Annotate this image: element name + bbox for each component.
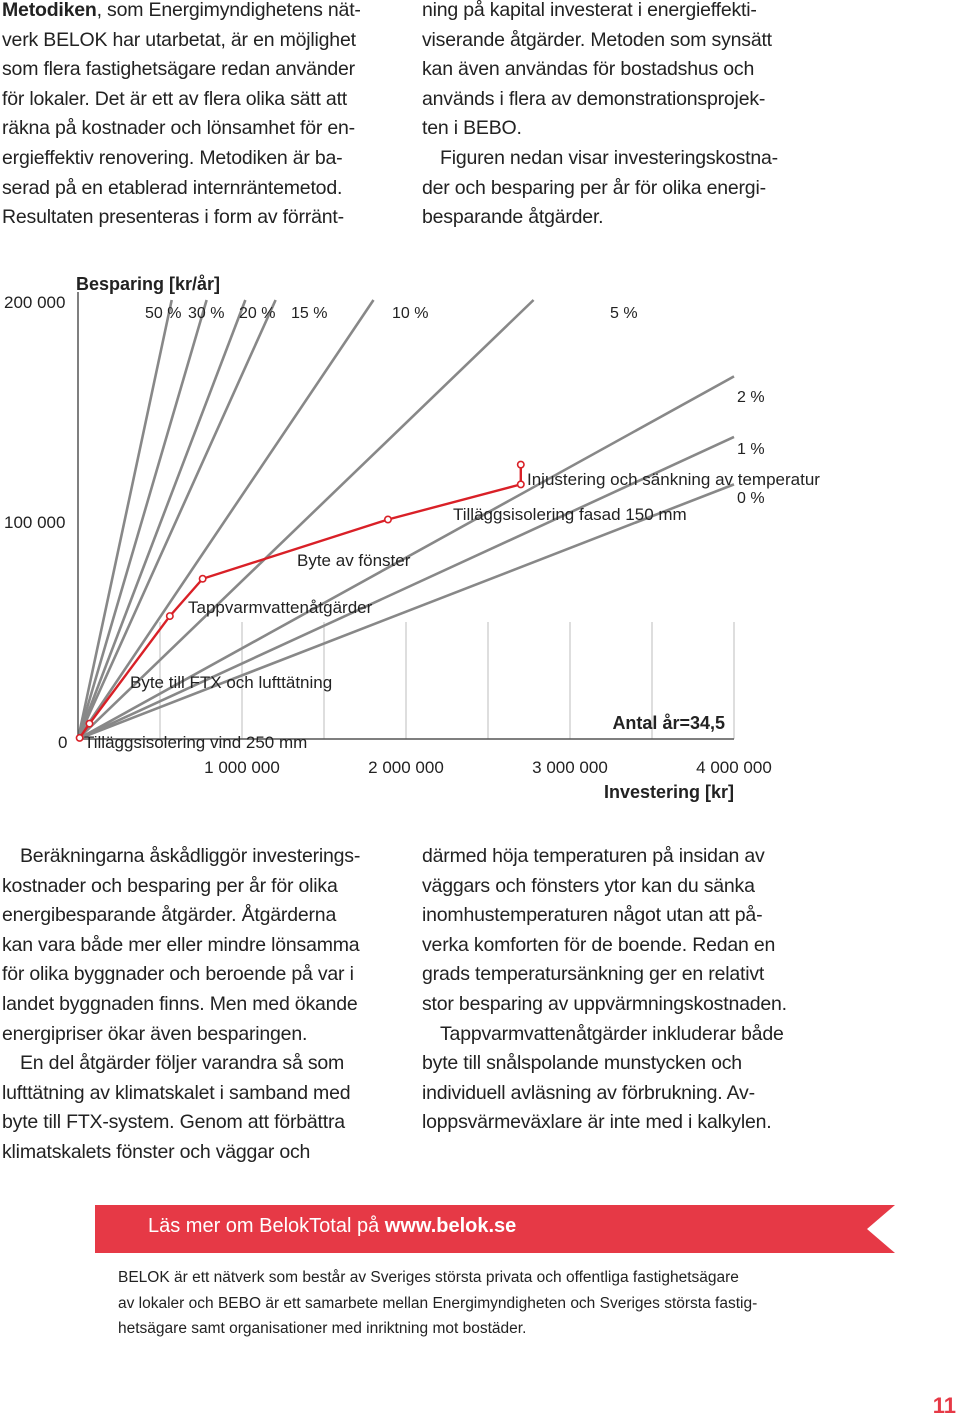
read-more-text: [148, 1215, 516, 1238]
measure-point: [199, 576, 205, 582]
measure-point: [385, 516, 391, 522]
body-line: individuell avläsning av förbrukning. Av-: [422, 1081, 755, 1104]
body-line: lufttätning av klimatskalet i samband med: [2, 1081, 351, 1104]
intro-line: används i flera av demonstrationsprojek-: [422, 87, 766, 110]
measure-label: Byte av fönster: [297, 551, 411, 570]
x-tick-label: 3 000 000: [532, 758, 608, 777]
rate-line-label: 20 %: [239, 305, 276, 322]
intro-line: Resultaten presenteras i form av förränt-: [2, 206, 344, 229]
rate-line-label: 30 %: [188, 305, 225, 322]
body-line: stor besparing av uppvärmningskostnaden.: [422, 992, 787, 1015]
measure-label: Byte till FTX och lufttätning: [130, 673, 333, 692]
intro-line: der och besparing per år för olika energi-: [422, 176, 766, 199]
lead-word: Metodiken: [2, 0, 97, 21]
body-line: En del åtgärder följer varandra så som: [20, 1052, 345, 1075]
x-tick-label: 2 000 000: [368, 758, 444, 777]
rate-line-label: 15 %: [291, 305, 328, 322]
rate-line-label: 0 %: [737, 490, 765, 507]
body-line: kan vara både mer eller mindre lönsamma: [2, 933, 360, 956]
rate-line-label: 1 %: [737, 441, 765, 458]
measure-point: [518, 481, 524, 487]
intro-line: ten i BEBO.: [422, 117, 522, 140]
measure-label: Injustering och sänkning av temperatur: [527, 470, 820, 489]
body-line: grads temperatursänkning ger en relativt: [422, 963, 765, 986]
measure-point: [76, 735, 82, 741]
intro-line: som flera fastighetsägare redan använder: [2, 58, 355, 81]
rate-line-label: 10 %: [392, 305, 429, 322]
body-line: energipriser ökar även besparingen.: [2, 1022, 308, 1045]
body-line: Beräkningarna åskådliggör investerings-: [20, 845, 361, 867]
y-tick-label: 0: [58, 733, 68, 752]
x-tick-label: 1 000 000: [204, 758, 280, 777]
body-line: byte till FTX-system. Genom att förbättra: [2, 1111, 345, 1134]
belok-link[interactable]: www.belok.se: [384, 1215, 517, 1237]
body-line: Tappvarmvattenåtgärder inkluderar både: [440, 1022, 784, 1045]
body-line: byte till snålspolande munstycken och: [422, 1052, 742, 1075]
intro-line: kan även användas för bostadshus och: [422, 58, 755, 81]
measure-label: Tilläggsisolering fasad 150 mm: [453, 505, 687, 524]
body-line: loppsvärmeväxlare är inte med i kalkylen.: [422, 1111, 772, 1134]
intro-line: ergieffektiv renovering. Metodiken är ba-: [2, 146, 343, 169]
intro-line: för lokaler. Det är ett av flera olika sätt att: [2, 87, 348, 110]
measure-label: Tilläggsisolering vind 250 mm: [84, 733, 308, 752]
investment-savings-chart: [0, 262, 960, 807]
body-line: för olika byggnader och beroende på var i: [2, 963, 354, 986]
rate-line-label: 2 %: [737, 389, 765, 406]
body-line: energibesparande åtgärder. Åtgärderna: [2, 904, 337, 927]
footnote-line: av lokaler och BEBO är ett samarbete mellan Energimyndigheten och Sveriges största fastig-: [118, 1294, 758, 1312]
x-tick-label: 4 000 000: [696, 758, 772, 777]
body-line: kostnader och besparing per år för olika: [2, 874, 338, 897]
measure-point: [86, 720, 92, 726]
measure-label: Tappvarmvattenåtgärder: [188, 598, 373, 617]
body-line: väggars och fönsters ytor kan du sänka: [422, 874, 755, 897]
rate-line-label: 5 %: [610, 305, 638, 322]
annotation-antal-ar: Antal år=34,5: [612, 713, 725, 733]
measure-point: [167, 613, 173, 619]
body-line: inomhustemperaturen något utan att på-: [422, 904, 763, 927]
intro-line: , som Energimyndighetens nät-: [96, 0, 361, 21]
intro-right-column: [422, 0, 842, 233]
measure-point: [518, 461, 524, 467]
banner-text: Läs mer om BelokTotal på: [148, 1215, 385, 1237]
body-line: klimatskalets fönster och väggar och: [2, 1140, 311, 1163]
body-line: verka komforten för de boende. Redan en: [422, 933, 776, 956]
intro-line: verk BELOK har utarbetat, är en möjlighet: [2, 28, 356, 51]
page-number: 11: [932, 1393, 956, 1418]
intro-line: ning på kapital investerat i energieffekti-: [422, 0, 757, 21]
intro-line: Figuren nedan visar investeringskostna-: [440, 146, 778, 169]
footnote-line: hetsägare samt organisationer med inriktning mot bostäder.: [118, 1320, 527, 1337]
intro-line: besparande åtgärder.: [422, 206, 604, 229]
rate-line-label: 50 %: [145, 305, 182, 322]
intro-line: viserande åtgärder. Metoden som synsätt: [422, 28, 772, 51]
body-right-column: [422, 842, 842, 1138]
intro-line: räkna på kostnader och lönsamhet för en-: [2, 117, 355, 140]
labels-layer: [4, 274, 820, 802]
y-axis-title: Besparing [kr/år]: [76, 274, 221, 294]
body-line: därmed höja temperaturen på insidan av: [422, 845, 765, 867]
body-left-column: [2, 842, 407, 1168]
footnote-line: BELOK är ett nätverk som består av Sveriges största privata och offentliga fastighetsägare: [118, 1269, 739, 1286]
y-tick-label: 100 000: [4, 513, 66, 532]
x-axis-title: Investering [kr]: [603, 782, 734, 802]
intro-line: serad på en etablerad internräntemetod.: [2, 176, 343, 199]
body-line: landet byggnaden finns. Men med ökande: [2, 992, 358, 1015]
intro-left-column: [2, 0, 402, 233]
y-tick-label: 200 000: [4, 293, 66, 312]
footnote: [118, 1265, 838, 1342]
